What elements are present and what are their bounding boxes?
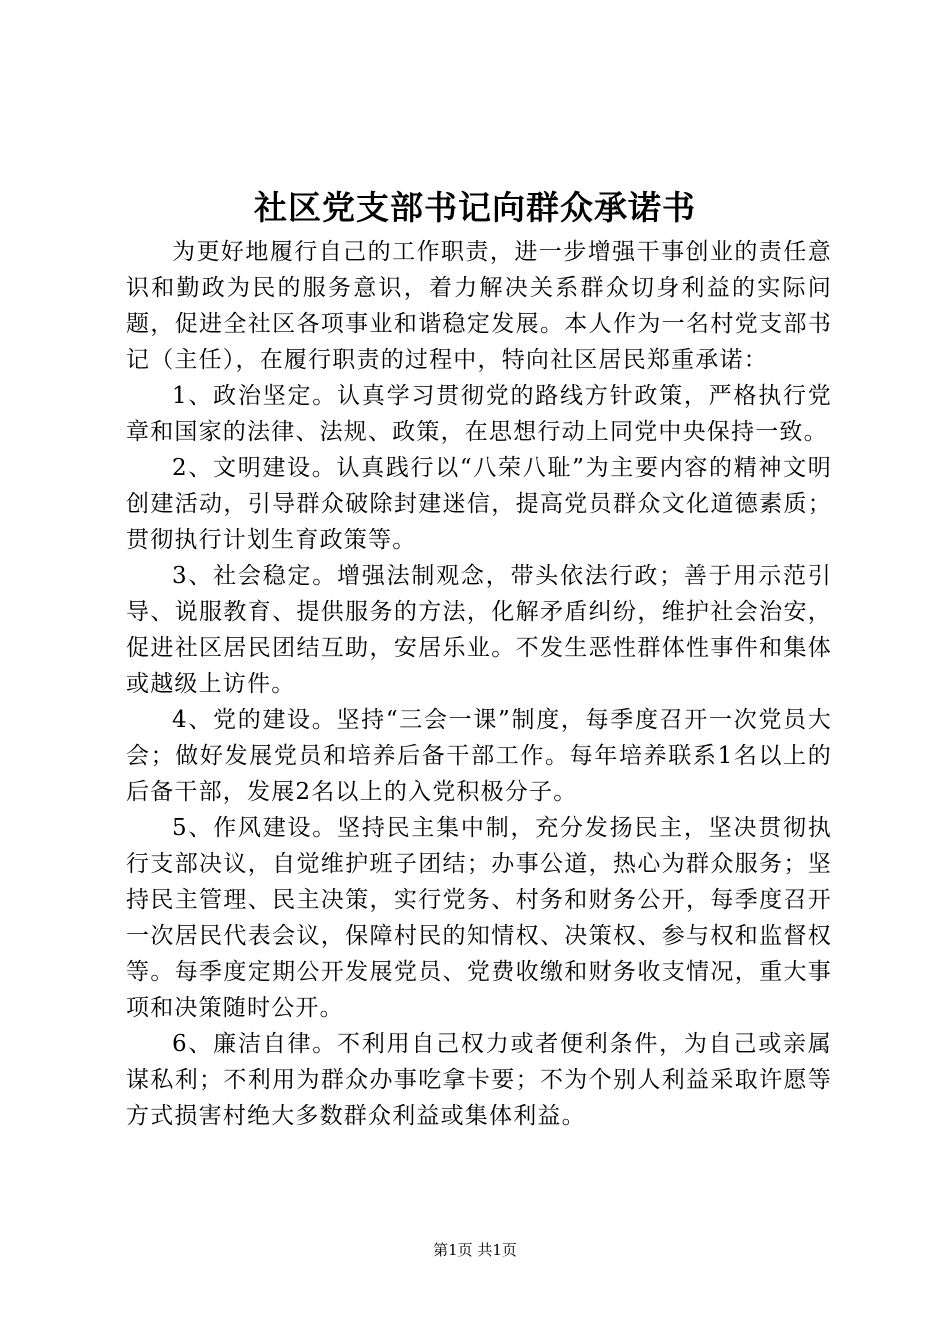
pledge-item-1: 1、政治坚定。认真学习贯彻党的路线方针政策，严格执行党章和国家的法律、法规、政策，在思想行动上同党中央保持一致。 <box>126 383 832 445</box>
pledge-item-2: 2、文明建设。认真践行以“八荣八耻”为主要内容的精神文明创建活动，引导群众破除封建迷信，提高党员群众文化道德素质；贯彻执行计划生育政策等。 <box>126 455 832 553</box>
pledge-item-4: 4、党的建设。坚持“三会一课”制度，每季度召开一次党员大会；做好发展党员和培养后备干部工作。每年培养联系1名以上的后备干部，发展2名以上的入党积极分子。 <box>126 707 832 805</box>
intro-paragraph: 为更好地履行自己的工作职责，进一步增强干事创业的责任意识和勤政为民的服务意识，着力解决关系群众切身利益的实际问题，促进全社区各项事业和谐稳定发展。本人作为一名村党支部书记（主任），在履行职责的过程中，特向社区居民郑重承诺： <box>126 239 832 373</box>
document-body <box>126 234 832 1134</box>
pledge-item-6: 6、廉洁自律。不利用自己权力或者便利条件，为自己或亲属谋私利；不利用为群众办事吃拿卡要；不为个别人利益采取许愿等方式损害村绝大多数群众利益或集体利益。 <box>126 1031 832 1129</box>
document-title: 社区党支部书记向群众承诺书 <box>254 188 696 227</box>
pledge-item-3: 3、社会稳定。增强法制观念，带头依法行政；善于用示范引导、说服教育、提供服务的方法，化解矛盾纠纷，维护社会治安，促进社区居民团结互助，安居乐业。不发生恶性群体性事件和集体或越级上访件。 <box>126 563 832 697</box>
pledge-item-5: 5、作风建设。坚持民主集中制，充分发扬民主，坚决贯彻执行支部决议，自觉维护班子团结；办事公道，热心为群众服务；坚持民主管理、民主决策，实行党务、村务和财务公开，每季度召开一次居民代表会议，保障村民的知情权、决策权、参与权和监督权等。每季度定期公开发展党员、党费收缴和财务收支情况，重大事项和决策随时公开。 <box>126 815 832 1021</box>
page-number-footer: 第1页 共1页 <box>433 1241 517 1259</box>
